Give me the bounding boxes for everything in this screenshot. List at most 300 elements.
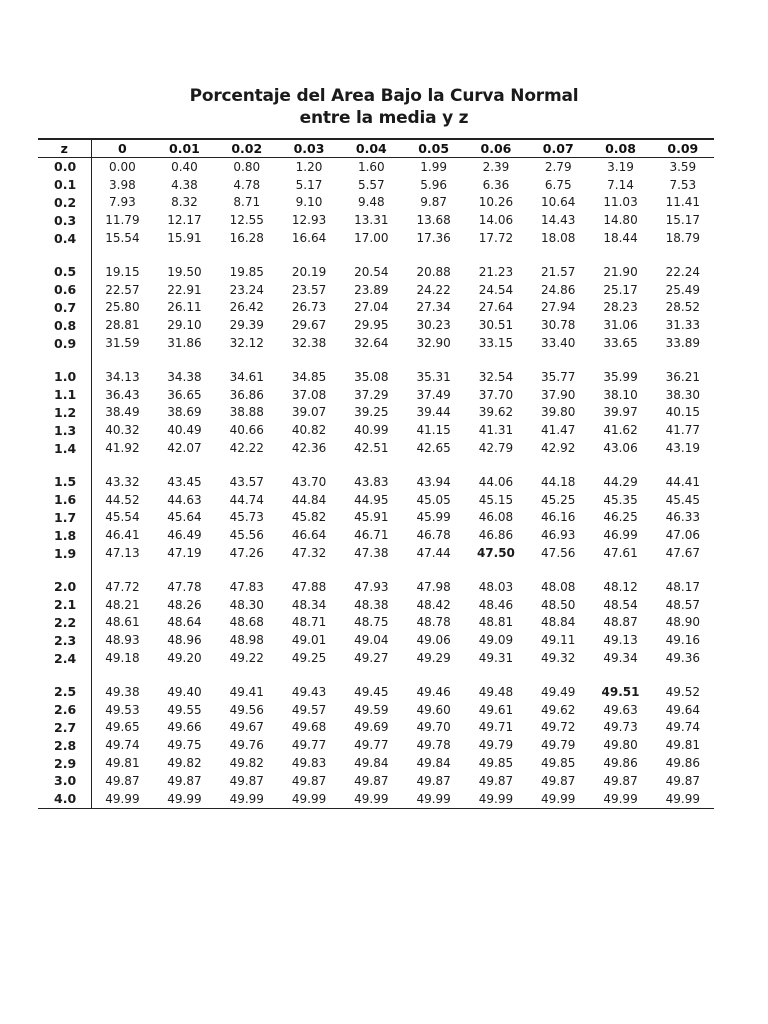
percentage-cell: 48.68 <box>229 615 264 630</box>
percentage-cell: 49.34 <box>603 651 638 666</box>
percentage-cell: 49.99 <box>153 790 215 808</box>
percentage-cell: 40.66 <box>229 423 264 438</box>
percentage-cell: 20.19 <box>291 264 327 279</box>
percentage-cell: 25.17 <box>603 282 638 297</box>
percentage-cell: 47.56 <box>541 546 576 561</box>
table-row <box>38 439 714 457</box>
z-value-cell: 3.0 <box>38 772 91 790</box>
percentage-cell: 47.38 <box>354 546 389 561</box>
z-value-cell: 0.8 <box>38 316 91 334</box>
z-value-cell: 0.9 <box>38 334 91 352</box>
percentage-cell: 31.33 <box>665 318 701 333</box>
percentage-cell: 49.69 <box>354 720 389 735</box>
percentage-cell: 38.88 <box>229 405 264 420</box>
percentage-cell: 49.71 <box>478 720 514 735</box>
percentage-cell: 44.84 <box>291 492 327 507</box>
percentage-cell: 45.54 <box>105 510 140 525</box>
percentage-cell: 49.27 <box>354 651 389 666</box>
z-value-cell: 1.6 <box>38 491 91 509</box>
percentage-cell: 49.87 <box>603 773 638 788</box>
percentage-cell: 49.87 <box>665 773 701 788</box>
percentage-cell: 49.67 <box>229 720 264 735</box>
percentage-cell: 49.80 <box>603 738 638 753</box>
percentage-cell: 35.77 <box>541 369 576 384</box>
percentage-cell: 10.64 <box>541 195 576 210</box>
percentage-cell: 45.82 <box>291 510 327 525</box>
percentage-cell: 49.41 <box>229 684 264 699</box>
z-value-cell: 2.7 <box>38 719 91 737</box>
percentage-cell: 27.04 <box>354 300 389 315</box>
percentage-cell: 25.80 <box>105 300 140 315</box>
percentage-cell: 43.83 <box>354 474 389 489</box>
percentage-cell: 44.52 <box>105 492 140 507</box>
percentage-cell: 3.98 <box>109 177 136 192</box>
percentage-cell: 5.96 <box>420 177 447 192</box>
percentage-cell: 35.08 <box>354 369 389 384</box>
percentage-cell: 4.38 <box>171 177 198 192</box>
percentage-cell: 46.86 <box>478 528 514 543</box>
table-row <box>38 701 714 719</box>
table-row <box>38 176 714 194</box>
percentage-cell: 49.64 <box>665 702 701 717</box>
percentage-cell: 24.22 <box>416 282 451 297</box>
percentage-cell: 49.61 <box>478 702 514 717</box>
percentage-cell: 48.30 <box>229 597 264 612</box>
percentage-cell: 49.74 <box>105 738 140 753</box>
percentage-cell: 37.29 <box>354 387 389 402</box>
percentage-cell: 45.05 <box>416 492 451 507</box>
table-row <box>38 649 714 667</box>
spacer-cell <box>38 352 91 368</box>
percentage-cell: 39.07 <box>291 405 327 420</box>
percentage-cell: 47.61 <box>603 546 638 561</box>
percentage-cell: 48.12 <box>603 579 638 594</box>
percentage-cell: 49.01 <box>291 633 327 648</box>
percentage-cell: 21.90 <box>603 264 638 279</box>
z-value-cell: 2.4 <box>38 649 91 667</box>
percentage-cell: 39.80 <box>541 405 576 420</box>
table-row <box>38 299 714 317</box>
percentage-cell: 49.52 <box>665 684 701 699</box>
percentage-cell: 49.04 <box>354 633 389 648</box>
percentage-cell: 45.45 <box>665 492 701 507</box>
percentage-cell: 12.93 <box>291 213 327 228</box>
z-value-cell: 2.1 <box>38 596 91 614</box>
percentage-cell: 49.99 <box>340 790 402 808</box>
percentage-cell: 4.78 <box>233 177 261 192</box>
percentage-cell: 24.86 <box>541 282 576 297</box>
table-row <box>38 158 714 176</box>
percentage-cell: 1.99 <box>420 159 447 174</box>
percentage-cell: 48.98 <box>229 633 264 648</box>
percentage-cell: 28.52 <box>665 300 701 315</box>
percentage-cell: 44.95 <box>354 492 389 507</box>
percentage-cell: 24.54 <box>478 282 514 297</box>
percentage-cell: 19.50 <box>167 264 202 279</box>
percentage-cell: 3.59 <box>669 159 697 174</box>
z-value-cell: 2.0 <box>38 578 91 596</box>
percentage-cell: 21.57 <box>541 264 576 279</box>
percentage-cell: 7.14 <box>607 177 634 192</box>
table-row <box>38 614 714 632</box>
percentage-cell: 47.72 <box>105 579 140 594</box>
percentage-cell: 18.79 <box>665 231 701 246</box>
percentage-cell: 48.71 <box>291 615 327 630</box>
percentage-cell: 49.84 <box>416 756 451 770</box>
percentage-cell: 31.86 <box>167 336 202 351</box>
spacer-cell <box>91 562 714 578</box>
percentage-cell: 49.51 <box>601 684 640 699</box>
percentage-cell: 2.39 <box>482 159 510 174</box>
z-value-cell: 0.4 <box>38 229 91 247</box>
percentage-cell: 6.36 <box>482 177 510 192</box>
percentage-cell: 43.45 <box>167 474 202 489</box>
spacer-cell <box>91 247 714 263</box>
spacer-cell <box>91 667 714 683</box>
percentage-cell: 48.78 <box>416 615 451 630</box>
percentage-cell: 47.26 <box>229 546 264 561</box>
percentage-cell: 49.62 <box>541 702 576 717</box>
percentage-cell: 48.93 <box>105 633 140 648</box>
percentage-cell: 27.34 <box>416 300 451 315</box>
percentage-cell: 49.45 <box>354 684 389 699</box>
percentage-cell: 38.10 <box>603 387 638 402</box>
z-value-cell: 2.8 <box>38 736 91 754</box>
header-col-1: 0 <box>118 141 127 156</box>
percentage-cell: 11.03 <box>603 195 638 210</box>
percentage-cell: 39.97 <box>603 405 638 420</box>
percentage-cell: 32.64 <box>354 336 389 351</box>
z-value-cell: 0.3 <box>38 211 91 229</box>
z-value-cell: 1.7 <box>38 509 91 527</box>
percentage-cell: 49.13 <box>603 633 638 648</box>
percentage-cell: 45.64 <box>167 510 202 525</box>
percentage-cell: 49.74 <box>665 720 701 735</box>
percentage-cell: 17.36 <box>416 231 451 246</box>
percentage-cell: 29.67 <box>291 318 327 333</box>
percentage-cell: 33.65 <box>603 336 638 351</box>
table-row <box>38 473 714 491</box>
percentage-cell: 39.44 <box>416 405 451 420</box>
header-col-10: 0.09 <box>667 141 699 156</box>
percentage-cell: 48.21 <box>105 597 140 612</box>
percentage-cell: 29.10 <box>167 318 202 333</box>
percentage-cell: 15.91 <box>167 231 202 246</box>
percentage-cell: 42.36 <box>291 441 327 456</box>
percentage-cell: 9.87 <box>420 195 447 210</box>
percentage-cell: 16.28 <box>229 231 264 246</box>
percentage-cell: 42.51 <box>354 441 389 456</box>
table-row <box>38 386 714 404</box>
percentage-cell: 46.78 <box>416 528 451 543</box>
percentage-cell: 49.06 <box>416 633 451 648</box>
percentage-cell: 16.64 <box>291 231 327 246</box>
percentage-cell: 48.75 <box>354 615 389 630</box>
percentage-cell: 48.50 <box>541 597 576 612</box>
percentage-cell: 47.19 <box>167 546 202 561</box>
percentage-cell: 49.79 <box>541 738 576 753</box>
header-z: z <box>38 139 91 158</box>
percentage-cell: 35.99 <box>603 369 638 384</box>
z-value-cell: 0.0 <box>38 158 91 176</box>
percentage-cell: 22.57 <box>105 282 140 297</box>
percentage-cell: 49.81 <box>665 738 701 753</box>
percentage-cell: 42.07 <box>167 441 202 456</box>
header-col-6: 0.05 <box>418 141 450 156</box>
percentage-cell: 46.93 <box>541 528 576 543</box>
z-value-cell: 1.9 <box>38 544 91 562</box>
percentage-cell: 49.87 <box>229 773 264 788</box>
percentage-cell: 49.99 <box>652 790 714 808</box>
percentage-cell: 8.32 <box>171 195 198 210</box>
percentage-cell: 33.15 <box>478 336 514 351</box>
percentage-cell: 44.74 <box>229 492 264 507</box>
percentage-cell: 26.73 <box>291 300 327 315</box>
percentage-cell: 23.24 <box>229 282 264 297</box>
percentage-cell: 44.18 <box>541 474 576 489</box>
z-value-cell: 0.2 <box>38 194 91 212</box>
percentage-cell: 49.99 <box>527 790 589 808</box>
percentage-cell: 49.99 <box>91 790 153 808</box>
percentage-cell: 49.22 <box>229 651 264 666</box>
percentage-cell: 49.40 <box>167 684 202 699</box>
percentage-cell: 23.89 <box>354 282 389 297</box>
z-value-cell: 1.5 <box>38 473 91 491</box>
percentage-cell: 36.65 <box>167 387 202 402</box>
percentage-cell: 49.85 <box>478 756 514 770</box>
percentage-cell: 45.35 <box>603 492 638 507</box>
percentage-cell: 7.93 <box>109 195 136 210</box>
percentage-cell: 49.87 <box>541 773 576 788</box>
header-col-8: 0.07 <box>542 141 574 156</box>
percentage-cell: 49.66 <box>167 720 202 735</box>
table-title: Porcentaje del Area Bajo la Curva Normal <box>189 86 579 106</box>
percentage-cell: 46.25 <box>603 510 638 525</box>
table-header-row <box>38 139 714 158</box>
percentage-cell: 48.08 <box>541 579 576 594</box>
percentage-cell: 48.34 <box>291 597 327 612</box>
percentage-cell: 3.19 <box>607 159 634 174</box>
percentage-cell: 18.08 <box>541 231 576 246</box>
percentage-cell: 49.29 <box>416 651 451 666</box>
percentage-cell: 25.49 <box>665 282 701 297</box>
percentage-cell: 49.11 <box>541 633 576 648</box>
table-row <box>38 578 714 596</box>
table-row <box>38 596 714 614</box>
z-value-cell: 1.1 <box>38 386 91 404</box>
percentage-cell: 41.77 <box>665 423 701 438</box>
percentage-cell: 32.38 <box>291 336 327 351</box>
percentage-cell: 49.87 <box>291 773 327 788</box>
z-value-cell: 1.3 <box>38 421 91 439</box>
percentage-cell: 32.90 <box>416 336 451 351</box>
header-col-4: 0.03 <box>293 141 325 156</box>
percentage-cell: 49.53 <box>105 702 140 717</box>
group-spacer <box>38 247 714 263</box>
table-row <box>38 491 714 509</box>
header-col-7: 0.06 <box>480 141 512 156</box>
percentage-cell: 48.26 <box>167 597 202 612</box>
percentage-cell: 49.49 <box>541 684 576 699</box>
percentage-cell: 47.13 <box>105 546 140 561</box>
percentage-cell: 22.91 <box>167 282 202 297</box>
percentage-cell: 49.72 <box>541 720 576 735</box>
header-col-5: 0.04 <box>355 141 387 156</box>
percentage-cell: 49.31 <box>478 651 514 666</box>
percentage-cell: 47.32 <box>291 546 327 561</box>
percentage-cell: 46.41 <box>105 528 140 543</box>
percentage-cell: 33.40 <box>541 336 576 351</box>
percentage-cell: 40.15 <box>665 405 701 420</box>
z-value-cell: 1.0 <box>38 368 91 386</box>
percentage-cell: 49.16 <box>665 633 701 648</box>
spacer-cell <box>38 247 91 263</box>
percentage-cell: 34.38 <box>167 369 202 384</box>
percentage-cell: 49.85 <box>541 756 576 770</box>
percentage-cell: 45.56 <box>229 528 264 543</box>
percentage-cell: 49.99 <box>465 790 527 808</box>
percentage-cell: 15.17 <box>665 213 701 228</box>
group-spacer <box>38 667 714 683</box>
percentage-cell: 49.60 <box>416 702 451 717</box>
table-row <box>38 736 714 754</box>
percentage-cell: 26.11 <box>167 300 202 315</box>
percentage-cell: 35.31 <box>416 369 451 384</box>
percentage-cell: 36.21 <box>665 369 701 384</box>
z-value-cell: 0.5 <box>38 263 91 281</box>
percentage-cell: 2.79 <box>544 159 572 174</box>
z-value-cell: 4.0 <box>38 790 91 808</box>
percentage-cell: 40.32 <box>105 423 140 438</box>
percentage-cell: 49.83 <box>291 756 327 770</box>
percentage-cell: 46.64 <box>291 528 327 543</box>
percentage-cell: 32.12 <box>229 336 264 351</box>
percentage-cell: 49.48 <box>478 684 514 699</box>
percentage-cell: 43.06 <box>603 441 638 456</box>
spacer-cell <box>91 457 714 473</box>
percentage-cell: 38.49 <box>105 405 140 420</box>
percentage-cell: 19.15 <box>105 264 140 279</box>
percentage-cell: 48.03 <box>478 579 514 594</box>
percentage-cell: 47.06 <box>665 528 701 543</box>
percentage-cell: 0.80 <box>233 159 261 174</box>
header-col-9: 0.08 <box>605 141 636 156</box>
percentage-cell: 49.99 <box>589 790 651 808</box>
percentage-cell: 49.77 <box>354 738 389 753</box>
percentage-cell: 49.75 <box>167 738 202 753</box>
percentage-cell: 46.49 <box>167 528 202 543</box>
table-row <box>38 263 714 281</box>
percentage-cell: 42.79 <box>478 441 514 456</box>
percentage-cell: 43.57 <box>229 474 264 489</box>
group-spacer <box>38 562 714 578</box>
percentage-cell: 40.49 <box>167 423 202 438</box>
percentage-cell: 12.55 <box>229 213 264 228</box>
percentage-cell: 27.94 <box>541 300 576 315</box>
percentage-cell: 49.18 <box>105 651 140 666</box>
percentage-cell: 44.29 <box>603 474 638 489</box>
percentage-cell: 31.59 <box>105 336 140 351</box>
percentage-cell: 49.87 <box>105 773 140 788</box>
percentage-cell: 49.99 <box>278 790 340 808</box>
percentage-cell: 49.87 <box>354 773 389 788</box>
percentage-cell: 20.88 <box>416 264 451 279</box>
percentage-cell: 49.84 <box>354 756 389 770</box>
percentage-cell: 17.72 <box>478 231 514 246</box>
percentage-cell: 0.40 <box>171 159 198 174</box>
percentage-cell: 42.92 <box>541 441 576 456</box>
percentage-cell: 49.46 <box>416 684 451 699</box>
percentage-cell: 40.99 <box>354 423 389 438</box>
group-spacer <box>38 352 714 368</box>
table-row <box>38 421 714 439</box>
percentage-cell: 49.63 <box>603 702 638 717</box>
percentage-cell: 43.19 <box>665 441 701 456</box>
percentage-cell: 41.62 <box>603 423 638 438</box>
percentage-cell: 48.38 <box>354 597 389 612</box>
percentage-cell: 47.67 <box>665 546 701 561</box>
percentage-cell: 10.26 <box>478 195 514 210</box>
table-row <box>38 509 714 527</box>
percentage-cell: 48.42 <box>416 597 451 612</box>
percentage-cell: 49.99 <box>216 790 278 808</box>
percentage-cell: 49.56 <box>229 702 264 717</box>
table-row <box>38 281 714 299</box>
table-body <box>38 158 714 809</box>
percentage-cell: 44.41 <box>665 474 701 489</box>
percentage-cell: 45.99 <box>416 510 451 525</box>
percentage-cell: 49.87 <box>478 773 514 788</box>
percentage-cell: 14.06 <box>478 213 514 228</box>
percentage-cell: 34.85 <box>291 369 327 384</box>
percentage-cell: 47.44 <box>416 546 451 561</box>
percentage-cell: 49.73 <box>603 720 638 735</box>
spacer-cell <box>38 457 91 473</box>
percentage-cell: 46.33 <box>665 510 701 525</box>
percentage-cell: 20.54 <box>354 264 389 279</box>
percentage-cell: 32.54 <box>478 369 514 384</box>
table-row <box>38 683 714 701</box>
percentage-cell: 49.79 <box>478 738 514 753</box>
percentage-cell: 49.20 <box>167 651 202 666</box>
percentage-cell: 29.95 <box>354 318 389 333</box>
percentage-cell: 49.81 <box>105 756 140 770</box>
z-table-container <box>38 138 714 809</box>
percentage-cell: 15.54 <box>105 231 140 246</box>
percentage-cell: 36.86 <box>229 387 264 402</box>
percentage-cell: 49.36 <box>665 651 701 666</box>
percentage-cell: 46.71 <box>354 528 389 543</box>
percentage-cell: 30.78 <box>541 318 576 333</box>
percentage-cell: 8.71 <box>233 195 261 210</box>
percentage-cell: 38.30 <box>665 387 701 402</box>
z-value-cell: 2.9 <box>38 754 91 772</box>
percentage-cell: 47.88 <box>291 579 327 594</box>
percentage-cell: 41.47 <box>541 423 576 438</box>
percentage-cell: 30.23 <box>416 318 451 333</box>
percentage-cell: 49.99 <box>402 790 464 808</box>
percentage-cell: 46.08 <box>478 510 514 525</box>
percentage-cell: 37.90 <box>541 387 576 402</box>
z-value-cell: 1.8 <box>38 526 91 544</box>
percentage-cell: 46.99 <box>603 528 638 543</box>
table-row <box>38 526 714 544</box>
percentage-cell: 44.06 <box>478 474 514 489</box>
percentage-cell: 21.23 <box>478 264 514 279</box>
table-row <box>38 754 714 772</box>
percentage-cell: 30.51 <box>478 318 514 333</box>
z-value-cell: 0.1 <box>38 176 91 194</box>
